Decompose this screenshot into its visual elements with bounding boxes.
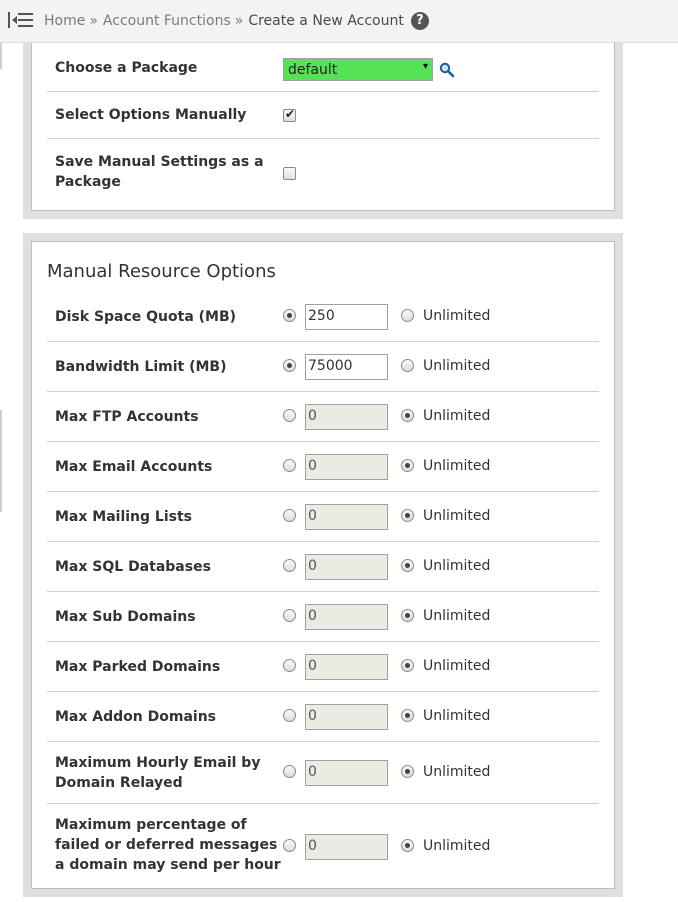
max-failed-deferred-percentage-row [47,804,599,890]
max-hourly-email-label-line: Maximum Hourly Email by [55,755,261,771]
max-email-accounts-row [47,442,599,492]
bandwidth-limit-row [47,342,599,392]
max-addon-domains-row [47,692,599,742]
max-addon-domains-label: Max Addon Domains [55,709,216,725]
max-sub-domains-input[interactable]: 0 [305,604,388,630]
breadcrumb-separator: » [234,13,244,29]
section-title: Manual Resource Options [47,261,276,282]
checkmark-icon: ✔ [285,107,296,121]
save-manual-settings-checkbox[interactable] [283,167,296,180]
max-failed-deferred-percentage-input[interactable]: 0 [305,834,388,860]
save-manual-settings-label-line: Save Manual Settings as a [55,154,264,170]
help-icon[interactable]: ? [411,12,429,30]
max-ftp-accounts-unlimited-label: Unlimited [423,408,491,424]
save-manual-settings-row [47,139,599,211]
max-addon-domains-input[interactable]: 0 [305,704,388,730]
max-mailing-lists-unlimited-label: Unlimited [423,508,491,524]
manual-resource-options-box [31,241,615,889]
top-bar [0,0,678,43]
bandwidth-limit-unlimited-label: Unlimited [423,358,491,374]
max-hourly-email-label-line: Domain Relayed [55,775,183,791]
choose-package-label: Choose a Package [55,60,198,76]
max-ftp-accounts-row [47,392,599,442]
bandwidth-limit-value-radio[interactable] [283,359,296,372]
disk-space-quota-label: Disk Space Quota (MB) [55,309,237,325]
select-options-manually-checkbox[interactable] [283,109,296,122]
max-sql-databases-row [47,542,599,592]
max-parked-domains-label: Max Parked Domains [55,659,221,675]
max-hourly-email-value-radio[interactable] [283,765,296,778]
breadcrumb [44,12,429,30]
disk-space-quota-input[interactable]: 250 [305,304,388,330]
max-hourly-email-label [55,753,260,793]
max-parked-domains-unlimited-label: Unlimited [423,658,491,674]
max-email-accounts-value-radio[interactable] [283,459,296,472]
package-select-value: default [288,62,338,78]
disk-space-quota-row [47,292,599,342]
max-ftp-accounts-value-radio[interactable] [283,409,296,422]
max-sub-domains-value-radio[interactable] [283,609,296,622]
max-ftp-accounts-input[interactable]: 0 [305,404,388,430]
max-sub-domains-row [47,592,599,642]
save-manual-settings-label [55,152,264,192]
disk-space-quota-unlimited-radio[interactable] [401,309,414,322]
manual-resource-options-panel [23,233,623,897]
max-email-accounts-label: Max Email Accounts [55,459,213,475]
package-settings-box [31,43,615,211]
max-email-accounts-unlimited-label: Unlimited [423,458,491,474]
chevron-down-icon: ▾ [422,61,428,72]
max-mailing-lists-unlimited-radio[interactable] [401,509,414,522]
left-edge-divider [0,410,2,512]
select-options-manually-label: Select Options Manually [55,107,247,123]
max-email-accounts-input[interactable]: 0 [305,454,388,480]
max-sql-databases-unlimited-radio[interactable] [401,559,414,572]
max-sql-databases-input[interactable]: 0 [305,554,388,580]
disk-space-quota-value-radio[interactable] [283,309,296,322]
max-sub-domains-unlimited-radio[interactable] [401,609,414,622]
max-mailing-lists-label: Max Mailing Lists [55,509,192,525]
package-select[interactable] [283,58,433,81]
search-icon[interactable] [439,62,455,78]
bandwidth-limit-unlimited-radio[interactable] [401,359,414,372]
max-failed-deferred-percentage-value-radio[interactable] [283,839,296,852]
max-ftp-accounts-unlimited-radio[interactable] [401,409,414,422]
max-sql-databases-label: Max SQL Databases [55,559,211,575]
max-hourly-email-input[interactable]: 0 [305,760,388,786]
max-ftp-accounts-label: Max FTP Accounts [55,409,199,425]
max-addon-domains-unlimited-radio[interactable] [401,709,414,722]
max-hourly-email-row [47,742,599,804]
breadcrumb-separator: » [89,13,98,29]
max-parked-domains-input[interactable]: 0 [305,654,388,680]
max-failed-deferred-percentage-label-line: failed or deferred messages [55,837,278,853]
disk-space-quota-unlimited-label: Unlimited [423,308,491,324]
max-parked-domains-value-radio[interactable] [283,659,296,672]
max-hourly-email-unlimited-radio[interactable] [401,765,414,778]
max-sql-databases-value-radio[interactable] [283,559,296,572]
max-failed-deferred-percentage-label-line: Maximum percentage of [55,817,247,833]
max-mailing-lists-row [47,492,599,542]
left-edge-divider [0,43,2,69]
max-mailing-lists-value-radio[interactable] [283,509,296,522]
max-email-accounts-unlimited-radio[interactable] [401,459,414,472]
max-sub-domains-label: Max Sub Domains [55,609,196,625]
max-failed-deferred-percentage-unlimited-radio[interactable] [401,839,414,852]
breadcrumb-home-link[interactable]: Home [44,13,86,29]
max-mailing-lists-input[interactable]: 0 [305,504,388,530]
max-addon-domains-value-radio[interactable] [283,709,296,722]
max-hourly-email-unlimited-label: Unlimited [423,764,491,780]
breadcrumb-current-page: Create a New Account [248,13,404,29]
max-sub-domains-unlimited-label: Unlimited [423,608,491,624]
select-options-manually-row [47,92,599,139]
breadcrumb-account-functions-link[interactable]: Account Functions [102,13,231,29]
bandwidth-limit-input[interactable]: 75000 [305,354,388,380]
save-manual-settings-label-line: Package [55,174,121,190]
bandwidth-limit-label: Bandwidth Limit (MB) [55,359,227,375]
max-parked-domains-unlimited-radio[interactable] [401,659,414,672]
max-addon-domains-unlimited-label: Unlimited [423,708,491,724]
package-settings-panel [23,43,623,219]
max-failed-deferred-percentage-label [55,815,281,875]
max-parked-domains-row [47,642,599,692]
max-failed-deferred-percentage-label-line: a domain may send per hour [55,857,281,873]
max-sql-databases-unlimited-label: Unlimited [423,558,491,574]
max-failed-deferred-percentage-unlimited-label: Unlimited [423,838,491,854]
choose-package-row [47,43,599,92]
collapse-menu-icon[interactable] [8,10,34,30]
